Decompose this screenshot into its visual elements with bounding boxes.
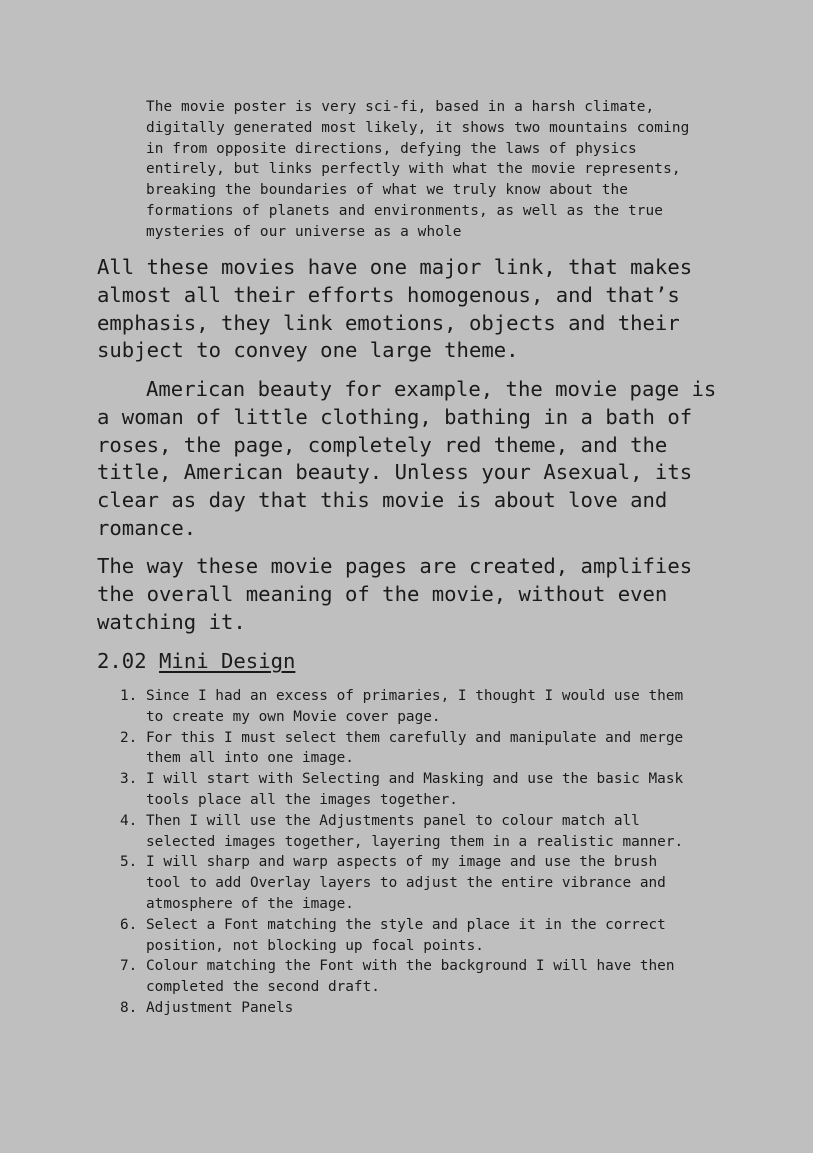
quote-line: breaking the boundaries of what we truly know about the bbox=[146, 182, 629, 199]
step-text-line: position, not blocking up focal points. bbox=[146, 937, 484, 954]
step-number: 4. bbox=[120, 812, 138, 829]
design-step bbox=[120, 769, 740, 811]
design-steps-list bbox=[120, 686, 740, 1019]
section-title: Mini Design bbox=[159, 649, 296, 673]
step-number: 5. bbox=[120, 854, 138, 871]
quote-line: formations of planets and environments, as well as the true bbox=[146, 202, 664, 219]
step-text-line: Adjustment Panels bbox=[146, 999, 294, 1016]
step-number: 2. bbox=[120, 729, 138, 746]
design-step bbox=[120, 811, 740, 853]
step-number: 7. bbox=[120, 958, 138, 975]
quote-line: entirely, but links perfectly with what the movie represents, bbox=[146, 161, 681, 178]
step-text-line: completed the second draft. bbox=[146, 979, 380, 996]
paragraph-movie-pages: The way these movie pages are created, amplifies the overall meaning of the movie, without even watching it. bbox=[97, 554, 693, 634]
quote-line: digitally generated most likely, it shows two mountains coming bbox=[146, 119, 690, 136]
section-heading bbox=[97, 648, 295, 676]
step-number: 6. bbox=[120, 916, 138, 933]
step-text-line: Since I had an excess of primaries, I thought I would use them bbox=[146, 688, 684, 704]
step-text-line: selected images together, layering them in a realistic manner. bbox=[146, 833, 684, 850]
step-text-line: Select a Font matching the style and place it in the correct bbox=[146, 916, 666, 933]
quote-line: mysteries of our universe as a whole bbox=[146, 223, 462, 240]
section-number: 2.02 bbox=[97, 649, 147, 673]
design-step bbox=[120, 998, 740, 1019]
step-text-line: them all into one image. bbox=[146, 750, 354, 767]
design-step bbox=[120, 956, 740, 998]
design-step bbox=[120, 852, 740, 914]
step-number: 1. bbox=[120, 688, 138, 704]
step-text-line: I will sharp and warp aspects of my image and use the brush bbox=[146, 854, 658, 871]
quote-line: The movie poster is very sci-fi, based in a harsh climate, bbox=[146, 99, 655, 115]
step-number: 8. bbox=[120, 999, 138, 1016]
step-text-line: tool to add Overlay layers to adjust the entire vibrance and bbox=[146, 875, 666, 892]
step-text-line: to create my own Movie cover page. bbox=[146, 708, 441, 725]
step-text-line: tools place all the images together. bbox=[146, 791, 458, 808]
step-text-line: For this I must select them carefully and manipulate and merge bbox=[146, 729, 684, 746]
step-text-line: atmosphere of the image. bbox=[146, 895, 354, 912]
poster-description-quote bbox=[146, 97, 746, 243]
step-text-line: Then I will use the Adjustments panel to colour match all bbox=[146, 812, 640, 829]
paragraph-movies-link: All these movies have one major link, that makes almost all their efforts homogenous, and that’s emphasis, they link emotions, objects and their subject to convey one large theme. bbox=[97, 255, 693, 363]
design-step bbox=[120, 686, 740, 728]
design-step bbox=[120, 915, 740, 957]
step-text-line: Colour matching the Font with the background I will have then bbox=[146, 958, 675, 975]
quote-line: in from opposite directions, defying the laws of physics bbox=[146, 140, 637, 157]
paragraph-american-beauty: American beauty for example, the movie page is a woman of little clothing, bathing in a bath of roses, the page, completely red theme, and the title, American beauty. Unless your Asexual, its clear as day that this movie is about love and romance. bbox=[97, 377, 717, 540]
step-text-line: I will start with Selecting and Masking and use the basic Mask bbox=[146, 771, 684, 788]
step-number: 3. bbox=[120, 771, 138, 788]
design-step bbox=[120, 728, 740, 770]
